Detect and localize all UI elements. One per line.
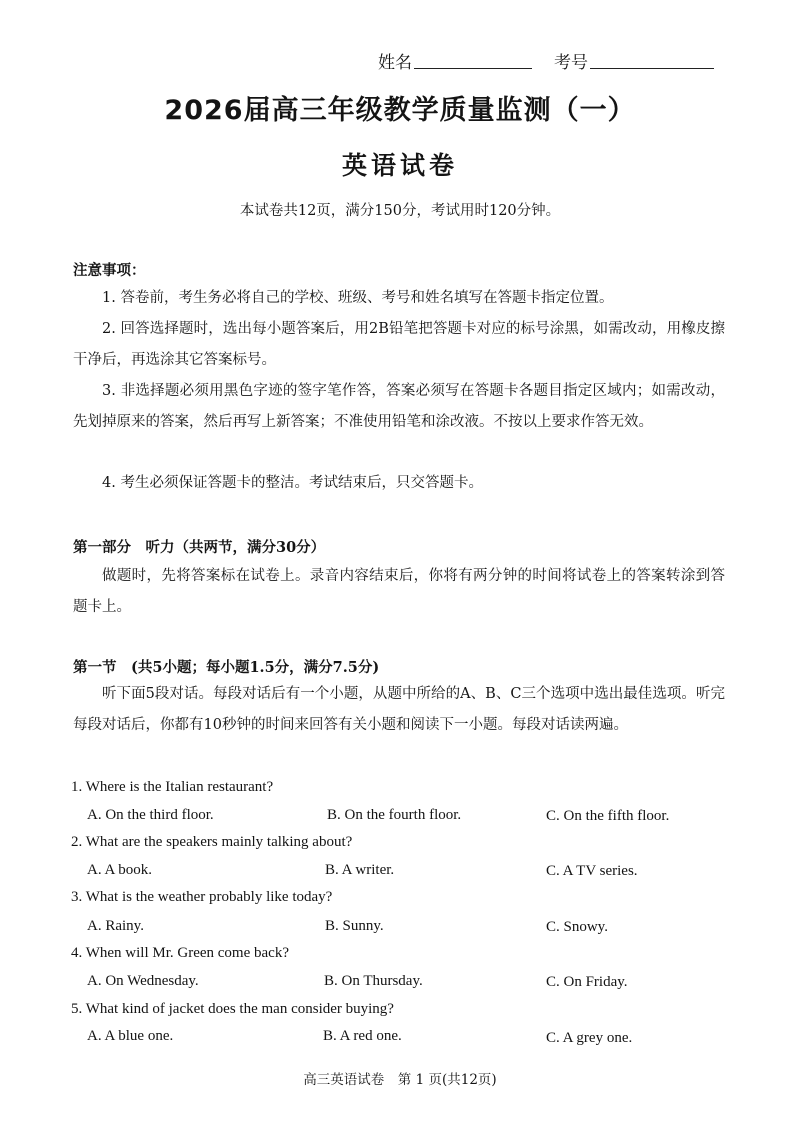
question-1: 1. Where is the Italian restaurant?: [71, 779, 274, 795]
question-3-option-b: B. Sunny.: [325, 918, 384, 934]
candidate-info-fields: [378, 48, 738, 74]
question-5-option-b: B. A red one.: [323, 1028, 402, 1044]
notice-item-3: 3. 非选择题必须用黑色字迹的签字笔作答，答案必须写在答题卡各题目指定区域内；如需改动，先划掉原来的答案，然后再写上新答案；不准使用铅笔和涂改液。不按以上要求作答无效。: [73, 383, 725, 430]
question-2-option-a: A. A book.: [87, 862, 153, 878]
question-5: 5. What kind of jacket does the man consider buying?: [71, 1001, 394, 1017]
notice-item-4: 4. 考生必须保证答题卡的整洁。考试结束后，只交答题卡。: [102, 475, 483, 491]
part1-heading: 第一部分 听力（共两节，满分30分）: [73, 539, 326, 556]
question-1-option-b: B. On the fourth floor.: [327, 807, 462, 823]
name-label: 姓名: [378, 53, 412, 73]
part1-instruction: 做题时，先将答案标在试卷上。录音内容结束后，你将有两分钟的时间将试卷上的答案转涂到答题卡上。: [73, 568, 725, 615]
question-4-option-c: C. On Friday.: [546, 974, 628, 990]
question-1-option-a: A. On the third floor.: [87, 807, 214, 823]
question-2-option-b: B. A writer.: [325, 862, 395, 878]
question-4-option-a: A. On Wednesday.: [87, 973, 199, 989]
exam-number-label: 考号: [554, 53, 588, 73]
section1-instruction: 听下面5段对话。每段对话后有一个小题，从题中所给的A、B、C三个选项中选出最佳选项。听完每段对话后，你都有10秒钟的时间来回答有关小题和阅读下一小题。每段对话读两遍。: [73, 686, 725, 733]
question-5-option-a: A. A blue one.: [87, 1028, 174, 1044]
exam-number-blank-line: [590, 68, 714, 69]
page-footer: 高三英语试卷 第 1 页(共12页): [303, 1072, 497, 1088]
exam-subject: 英语试卷: [341, 151, 458, 180]
exam-info: 本试卷共12页，满分150分，考试用时120分钟。: [239, 203, 561, 219]
question-1-option-c: C. On the fifth floor.: [546, 808, 670, 824]
notice-heading: 注意事项：: [73, 262, 146, 279]
question-3: 3. What is the weather probably like today?: [71, 889, 333, 905]
notice-item-2: 2. 回答选择题时，选出每小题答案后，用2B铅笔把答题卡对应的标号涂黑，如需改动，用橡皮擦干净后，再选涂其它答案标号。: [73, 321, 725, 368]
question-5-option-c: C. A grey one.: [546, 1030, 633, 1046]
exam-title: 2026届高三年级教学质量监测（一）: [164, 95, 636, 126]
question-4: 4. When will Mr. Green come back?: [71, 945, 289, 961]
question-2-option-c: C. A TV series.: [546, 863, 638, 879]
question-3-option-a: A. Rainy.: [87, 918, 144, 934]
section1-heading: 第一节 (共5小题；每小题1.5分，满分7.5分): [73, 659, 380, 676]
question-4-option-b: B. On Thursday.: [324, 973, 423, 989]
name-blank-line: [414, 68, 532, 69]
question-2: 2. What are the speakers mainly talking about?: [71, 834, 353, 850]
question-3-option-c: C. Snowy.: [546, 919, 608, 935]
notice-item-1: 1. 答卷前，考生务必将自己的学校、班级、考号和姓名填写在答题卡指定位置。: [102, 290, 614, 306]
